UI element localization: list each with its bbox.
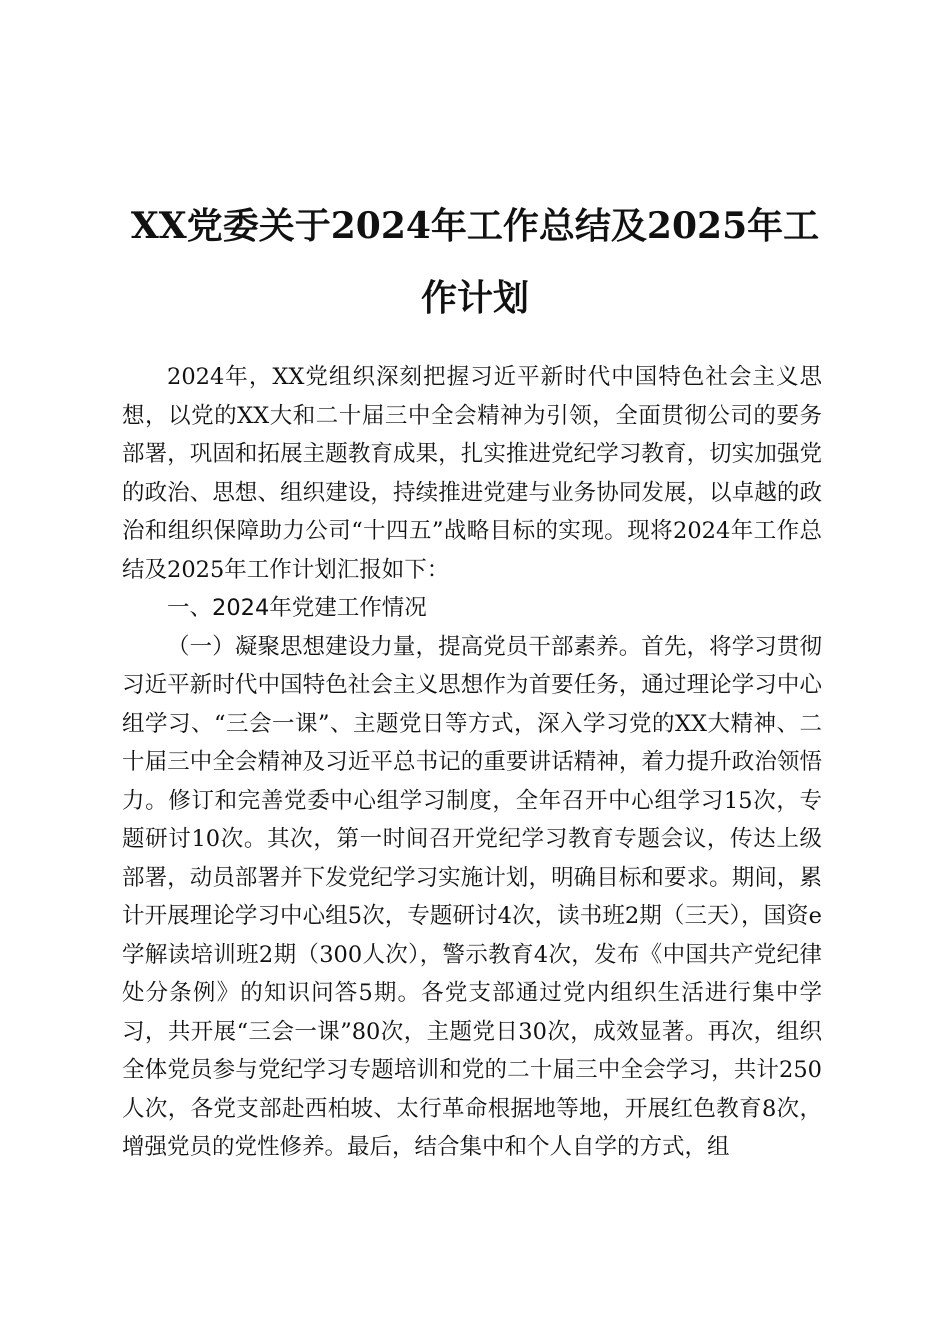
- document-body: [122, 358, 822, 1167]
- section-heading: 一、2024年党建工作情况: [167, 595, 427, 621]
- intro-paragraph: 2024年，XX党组织深刻把握习近平新时代中国特色社会主义思想，以党的XX大和二十届三中全会精神为引领，全面贯彻公司的要务部署，巩固和拓展主题教育成果，扎实推进党纪学习教育，切实加强党的政治、思想、组织建设，持续推进党建与业务协同发展，以卓越的政治和组织保障助力公司“十四五”战略目标的实现。现将2024年工作总结及2025年工作计划汇报如下：: [122, 364, 822, 583]
- body-paragraph: （一）凝聚思想建设力量，提高党员干部素养。首先，将学习贯彻习近平新时代中国特色社会主义思想作为首要任务，通过理论学习中心组学习、“三会一课”、主题党日等方式，深入学习党的XX大精神、二十届三中全会精神及习近平总书记的重要讲话精神，着力提升政治领悟力。修订和完善党委中心组学习制度，全年召开中心组学习15次，专题研讨10次。其次，第一时间召开党纪学习教育专题会议，传达上级部署，动员部署并下发党纪学习实施计划，明确目标和要求。期间，累计开展理论学习中心组5次，专题研讨4次，读书班2期（三天），国资e学解读培训班2期（300人次），警示教育4次，发布《中国共产党纪律处分条例》的知识问答5期。各党支部通过党内组织生活进行集中学习，共开展“三会一课”80次，主题党日30次，成效显著。再次，组织全体党员参与党纪学习专题培训和党的二十届三中全会学习，共计250人次，各党支部赴西柏坡、太行革命根据地等地，开展红色教育8次，增强党员的党性修养。最后，结合集中和个人自学的方式，组: [122, 633, 822, 1160]
- document-title: XX党委关于2024年工作总结及2025年工作计划: [130, 205, 820, 319]
